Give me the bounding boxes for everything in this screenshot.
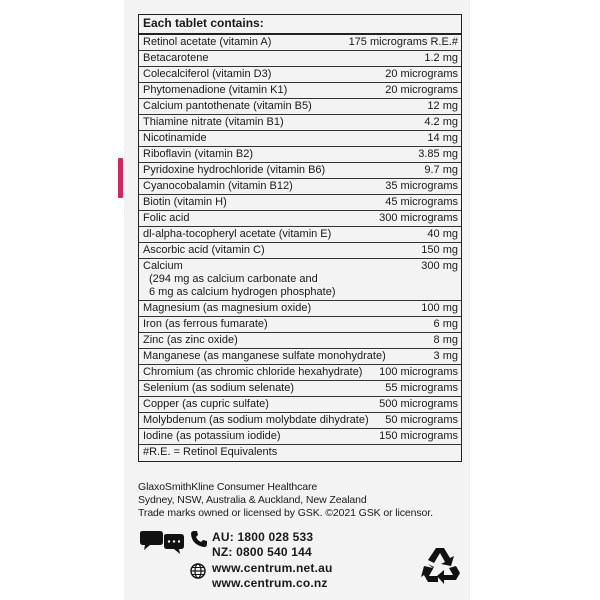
- nz-phone: NZ: 0800 540 144: [212, 545, 312, 559]
- ingredient-name: Cyanocobalamin (vitamin B12): [143, 180, 293, 192]
- table-row: [139, 115, 461, 131]
- ingredient-amount: 150 mg: [421, 244, 458, 256]
- table-row: [139, 429, 461, 445]
- website-au-link[interactable]: www.centrum.net.au: [212, 561, 333, 575]
- ingredient-amount: 100 micrograms: [379, 366, 458, 378]
- ingredient-amount: 150 micrograms: [379, 430, 458, 442]
- ingredient-name: Zinc (as zinc oxide): [143, 334, 238, 346]
- ingredient-name: dl-alpha-tocopheryl acetate (vitamin E): [143, 228, 332, 240]
- table-row: [139, 67, 461, 83]
- ingredient-amount: 4.2 mg: [424, 116, 458, 128]
- right-background: [470, 0, 600, 600]
- ingredient-amount: 12 mg: [427, 100, 458, 112]
- ingredient-name: Retinol acetate (vitamin A): [143, 36, 272, 48]
- ingredient-amount: 3.85 mg: [418, 148, 458, 160]
- table-row: [139, 365, 461, 381]
- left-background: [0, 0, 124, 600]
- ingredient-name: Thiamine nitrate (vitamin B1): [143, 116, 284, 128]
- ingredient-name: Selenium (as sodium selenate): [143, 382, 295, 394]
- table-row: [139, 211, 461, 227]
- ingredient-amount: 9.7 mg: [424, 164, 458, 176]
- company-info: [138, 479, 433, 521]
- ingredient-amount: 300 micrograms: [379, 212, 458, 224]
- ingredient-name: Calcium pantothenate (vitamin B5): [143, 100, 312, 112]
- au-phone: AU: 1800 028 533: [212, 530, 314, 544]
- ingredient-detail-line: (294 mg as calcium carbonate and: [149, 273, 318, 285]
- ingredient-name-line: Calcium: [143, 260, 183, 272]
- table-row: [139, 195, 461, 211]
- contact-block: [138, 526, 468, 596]
- ingredient-amount: 3 mg: [433, 350, 458, 362]
- pink-edge-mark: [118, 158, 123, 198]
- table-rows: [139, 35, 461, 445]
- website-nz-link[interactable]: www.centrum.co.nz: [212, 576, 328, 590]
- recycle-icon: [420, 544, 462, 586]
- ingredient-amount: 55 micrograms: [385, 382, 458, 394]
- globe-icon: [190, 563, 206, 579]
- table-row: [139, 381, 461, 397]
- ingredient-amount: 1.2 mg: [424, 52, 458, 64]
- table-footnote: #R.E. = Retinol Equivalents: [143, 446, 278, 458]
- table-row: [139, 397, 461, 413]
- ingredient-amount: 300 mg: [421, 260, 458, 272]
- table-row: [139, 301, 461, 317]
- ingredient-name: Colecalciferol (vitamin D3): [143, 68, 272, 80]
- ingredient-name: Betacarotene: [143, 52, 209, 64]
- ingredient-name: Iron (as ferrous fumarate): [143, 318, 268, 330]
- table-row: [139, 333, 461, 349]
- ingredient-amount: 45 micrograms: [385, 196, 458, 208]
- table-row: [139, 317, 461, 333]
- ingredient-name: Iodine (as potassium iodide): [143, 430, 281, 442]
- ingredient-amount: 20 micrograms: [385, 68, 458, 80]
- ingredient-name: Copper (as cupric sulfate): [143, 398, 269, 410]
- company-address: Sydney, NSW, Australia & Auckland, New Zealand: [138, 494, 367, 506]
- table-row: [139, 99, 461, 115]
- table-row: [139, 179, 461, 195]
- ingredient-name: [143, 260, 336, 299]
- ingredient-name: Manganese (as manganese sulfate monohydrate): [143, 350, 386, 362]
- table-row: [139, 349, 461, 365]
- table-row: [139, 243, 461, 259]
- ingredient-name: Biotin (vitamin H): [143, 196, 227, 208]
- ingredient-amount: 14 mg: [427, 132, 458, 144]
- ingredient-amount: 35 micrograms: [385, 180, 458, 192]
- table-row: [139, 413, 461, 429]
- ingredient-name: Phytomenadione (vitamin K1): [143, 84, 288, 96]
- ingredient-name: Pyridoxine hydrochloride (vitamin B6): [143, 164, 326, 176]
- ingredient-amount: 50 micrograms: [385, 414, 458, 426]
- ingredient-amount: 500 micrograms: [379, 398, 458, 410]
- ingredient-amount: 100 mg: [421, 302, 458, 314]
- phone-icon: [190, 530, 208, 548]
- table-row: [139, 131, 461, 147]
- trademark-note: Trade marks owned or licensed by GSK. ©2021 GSK or licensor.: [138, 507, 433, 519]
- ingredient-amount: 175 micrograms R.E.#: [348, 36, 458, 48]
- ingredient-name: Molybdenum (as sodium molybdate dihydrate): [143, 414, 369, 426]
- ingredient-name: Nicotinamide: [143, 132, 207, 144]
- table-row: [139, 35, 461, 51]
- speech-bubbles-icon: [138, 530, 186, 556]
- ingredient-name: Magnesium (as magnesium oxide): [143, 302, 312, 314]
- ingredient-amount: 6 mg: [433, 318, 458, 330]
- table-row: [139, 83, 461, 99]
- ingredient-amount: 8 mg: [433, 334, 458, 346]
- table-row: [139, 51, 461, 67]
- ingredient-name: Folic acid: [143, 212, 190, 224]
- ingredient-name: Ascorbic acid (vitamin C): [143, 244, 265, 256]
- ingredient-amount: 40 mg: [427, 228, 458, 240]
- table-row: [139, 147, 461, 163]
- ingredient-name: Chromium (as chromic chloride hexahydrate): [143, 366, 363, 378]
- ingredient-name: Riboflavin (vitamin B2): [143, 148, 254, 160]
- company-name: GlaxoSmithKline Consumer Healthcare: [138, 481, 318, 493]
- nutrition-table: [138, 14, 462, 462]
- table-row: [139, 163, 461, 179]
- table-heading: Each tablet contains:: [139, 15, 461, 35]
- table-row: [139, 227, 461, 243]
- ingredient-amount: 20 micrograms: [385, 84, 458, 96]
- ingredient-detail-line: 6 mg as calcium hydrogen phosphate): [149, 286, 336, 298]
- table-row: [139, 259, 461, 301]
